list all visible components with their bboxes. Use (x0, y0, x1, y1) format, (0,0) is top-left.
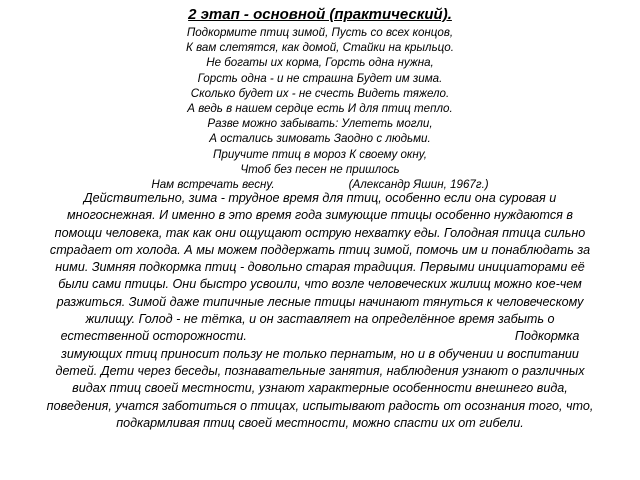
prose-line: страдает от холода. А мы можем поддержать птиц зимой, помочь им и понаблюдать за (49, 242, 591, 257)
poem-line: Чтоб без песен не пришлось (240, 162, 400, 176)
prose-line: зимующих птиц приносит пользу не только пернатым, но и в обучении и воспитании (61, 346, 579, 361)
poem-line: Нам встречать весну. (151, 178, 275, 192)
section-title: 2 этап - основной (практический). (188, 6, 452, 23)
prose-line: помощи человека, так как они ощущают острую нехватку еды. Голодная птица сильно (54, 225, 586, 240)
prose-fragment: естественной осторожности. (60, 329, 247, 344)
prose-line: многоснежная. И именно в это время года зимующие птицы особенно нуждаются в (67, 208, 573, 223)
poem-line: Сколько будет их - не счесть Видеть тяжело. (190, 86, 450, 100)
poem-line: К вам слетятся, как домой, Стайки на крыльцо. (186, 41, 454, 55)
poem-line: Горсть одна - и не страшна Будет им зима. (197, 71, 443, 85)
prose-line: видах птиц своей местности, узнают характерные особенности внешнего вида, (72, 381, 568, 396)
prose-line: подкармливая птиц своей местности, можно спасти их от гибели. (116, 415, 524, 430)
poem-line: Приучите птиц в мороз К своему окну, (212, 147, 428, 161)
poem-attribution: (Александр Яшин, 1967г.) (348, 178, 489, 192)
poem-line: Разве можно забывать: Улететь могли, (207, 117, 433, 131)
poem-line: Подкормите птиц зимой, Пусть со всех концов, (186, 26, 454, 39)
prose-split-line (6, 328, 634, 345)
poem-block (0, 25, 640, 192)
prose-line: разжиться. Зимой даже типичные лесные птицы начинают тянуться к человеческому (56, 294, 584, 309)
prose-line: детей. Дети через беседы, познавательные занятия, наблюдения узнают о различных (55, 363, 585, 378)
prose-fragment: Подкормка (514, 329, 580, 344)
poem-line: А остались зимовать Заодно с людьми. (209, 132, 431, 146)
prose-line: ними. Зимняя подкормка птиц - довольно старая традиция. Первыми инициаторами её (55, 260, 585, 275)
prose-line: жилищу. Голод - не тётка, и он заставляет на определённое время забыть о (85, 312, 555, 327)
poem-line: А ведь в нашем сердце есть И для птиц тепло. (187, 102, 453, 116)
prose-block (6, 190, 634, 432)
poem-line: Не богаты их корма, Горсть одна нужна, (206, 56, 434, 70)
prose-line: поведения, учатся заботиться о птицах, испытывают радость от осознания того, что, (46, 398, 594, 413)
prose-line: Действительно, зима - трудное время для птиц, особенно если она суровая и (83, 191, 557, 205)
prose-line: были сами птицы. Они быстро усвоили, что возле человеческих жилищ можно кое-чем (58, 277, 582, 292)
